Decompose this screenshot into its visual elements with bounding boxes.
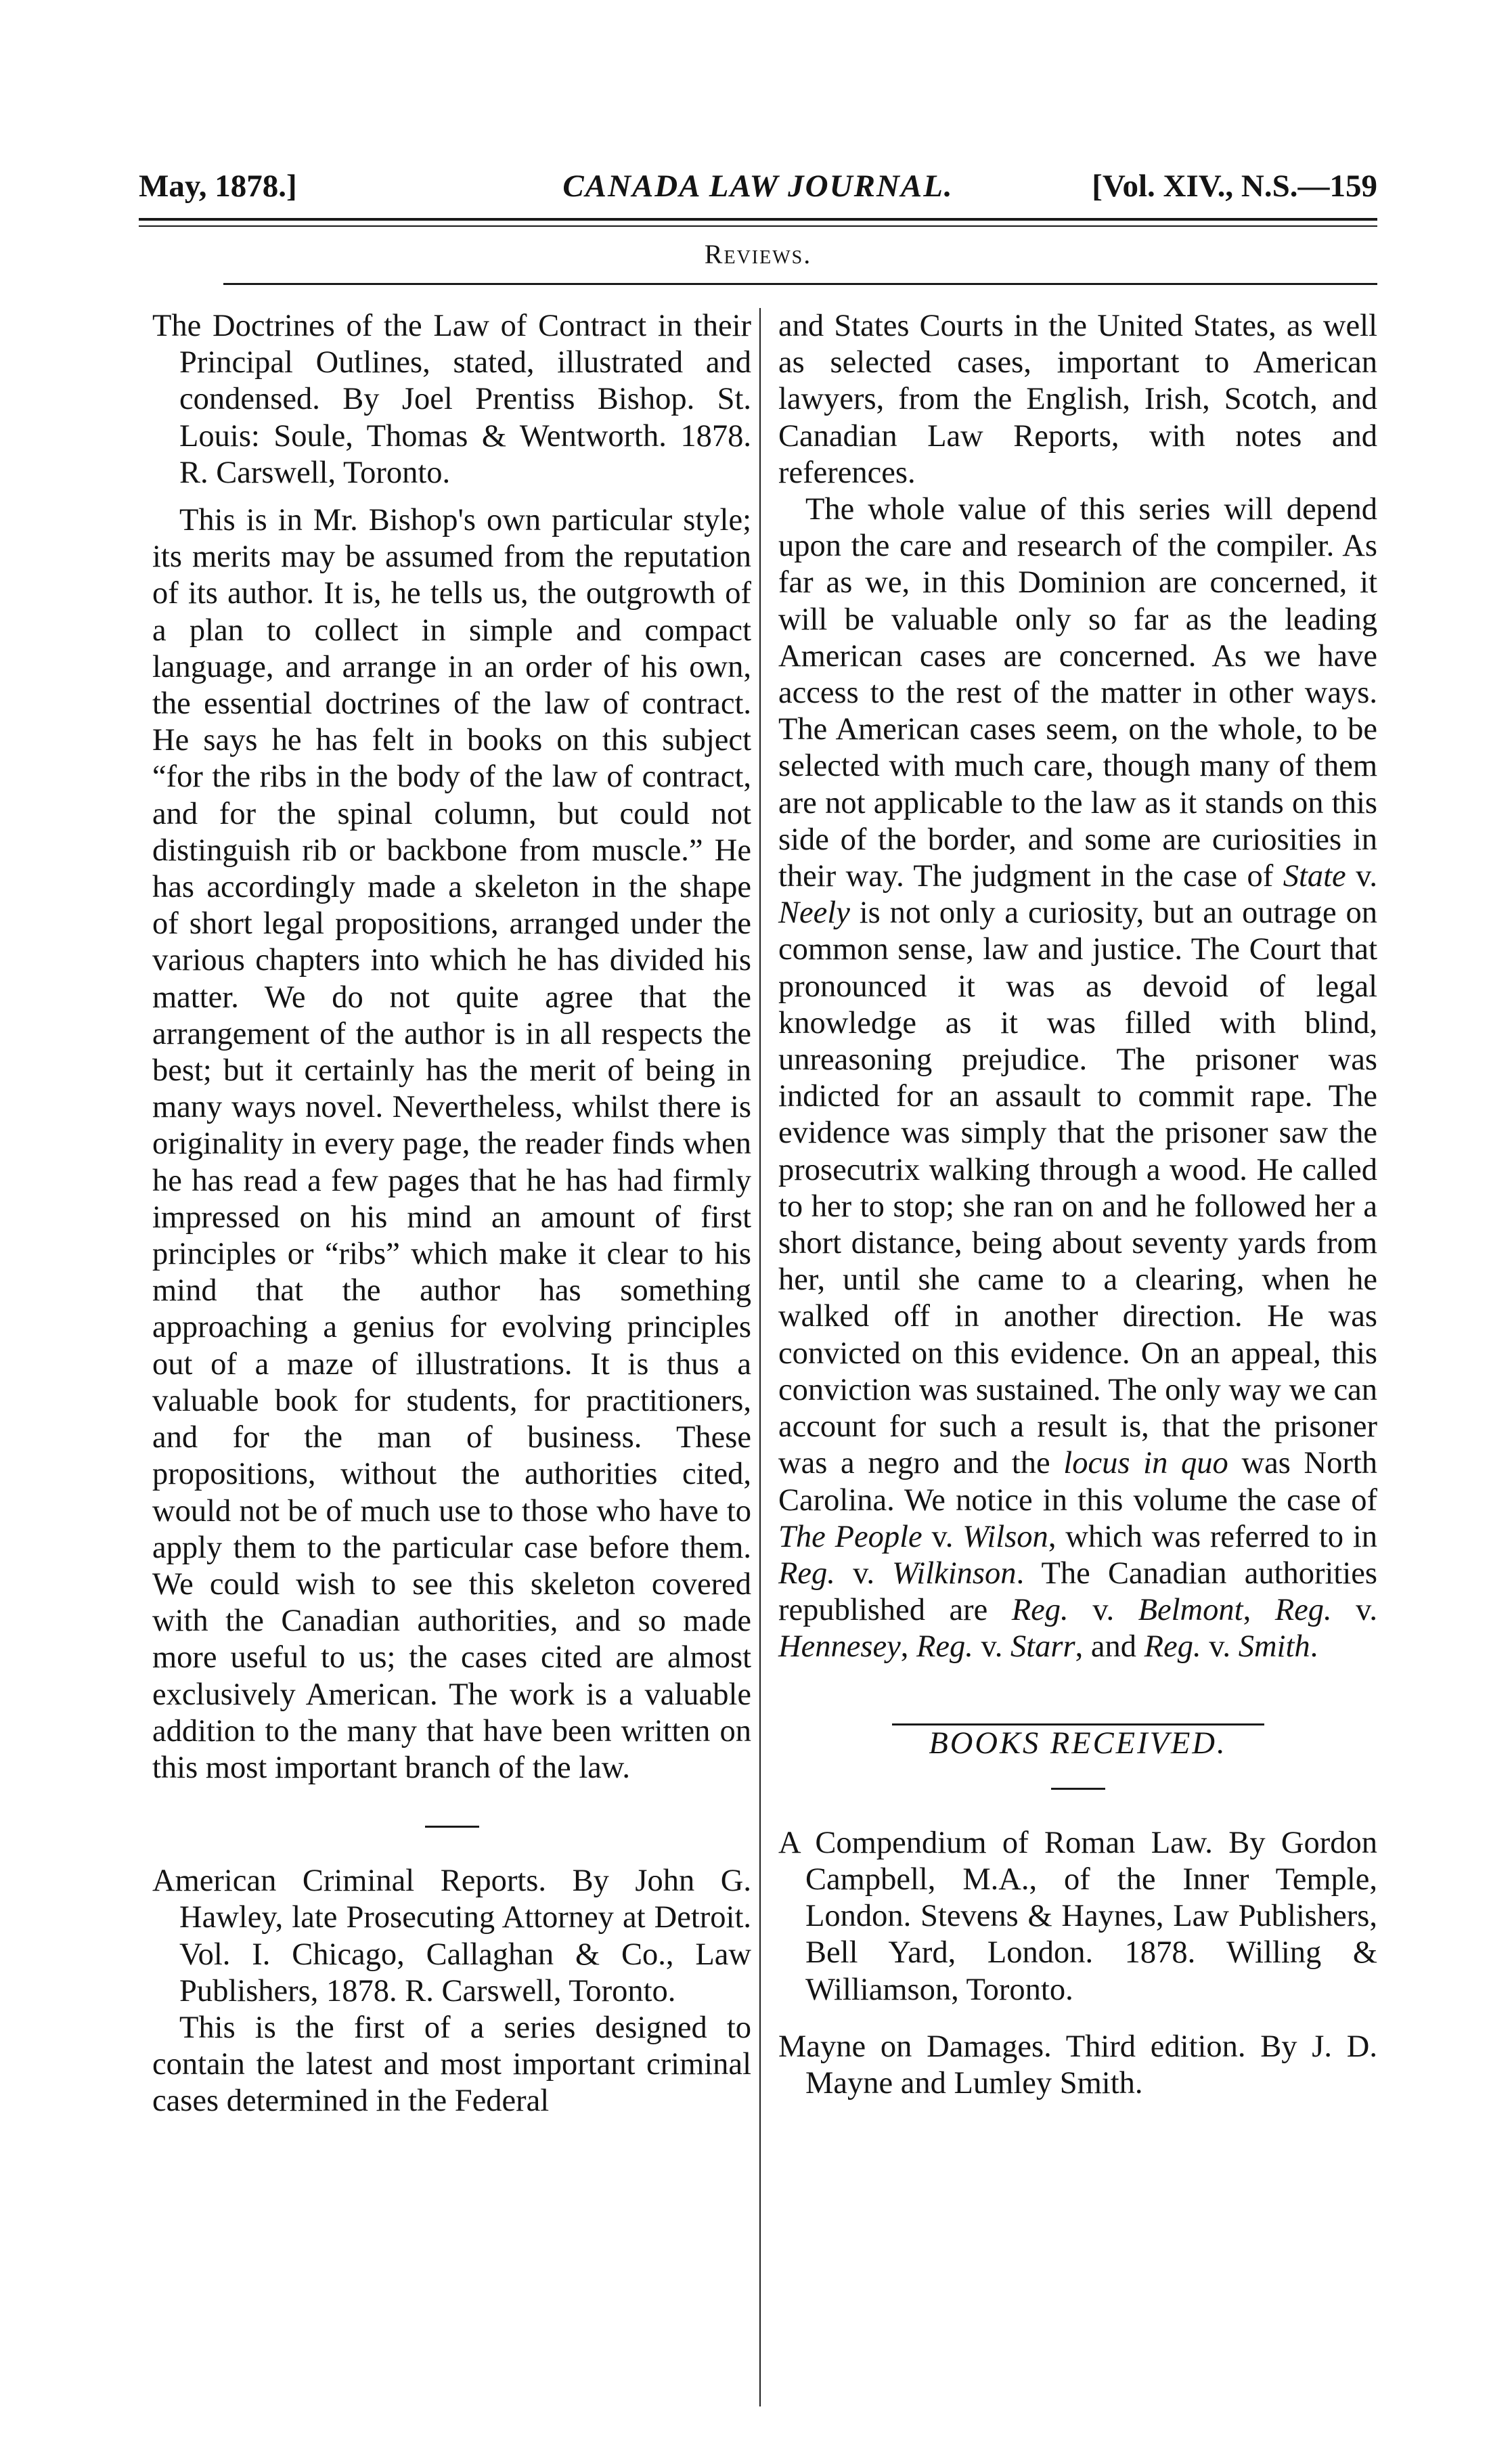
review-2-citation: American Criminal Reports. By John G. Hawley, late Prosecuting Attorney at Detroit. Vol. I. Chicago, Callaghan & Co., Law Publishers, 1878. R. Carswell, Toronto. (152, 1864, 751, 2008)
books-received-heading: BOOKS RECEIVED. (929, 1725, 1227, 1761)
right-column (778, 308, 1377, 2102)
review-2-body-continued: and States Courts in the United States, as well as selected cases, important to American lawyers, from the English, Irish, Scotch, and Canadian Law Reports, with notes and references. (778, 309, 1377, 490)
header-rule-thin (139, 225, 1377, 227)
review-2-paragraph-2: The whole value of this series will depend upon the care and research of the compiler. As far as we, in this Dominion are concerned, it will be valuable only so far as the leading American cases are concerned. As we have access to the rest of the matter in other ways. The American cases seem, on the whole, to be selected with much care, though many of them are not applicable to the law as it stands on this side of the border, and some are curiosities in their way. The judgment in the case of State v. Neely is not only a curiosity, but an outrage on common sense, law and justice. The Court that pronounced it was as devoid of legal knowledge as it was filled with blind, unreasoning prejudice. The prisoner was indicted for an assault to commit rape. The evidence was simply that the prisoner saw the prosecutrix walking through a wood. He called to her to stop; she ran on and he followed her a short distance, being about seventy yards from her, until she came to a clearing, when he walked off in another direction. He was convicted on this evidence. On an appeal, this conviction was sustained. The only way we can account for such a result is, that the prisoner was a negro and the locus in quo was North Carolina. We notice in this volume the case of The People v. Wilson, which was referred to in Reg. v. Wilkinson. The Canadian authorities republished are Reg. v. Belmont, Reg. v. Hennesey, Reg. v. Starr, and Reg. v. Smith. (778, 492, 1378, 1665)
book-entry-mayne-damages: Mayne on Damages. Third edition. By J. D. Mayne and Lumley Smith. (778, 2029, 1377, 2101)
left-column (152, 308, 751, 2120)
header-journal-title: CANADA LAW JOURNAL. (562, 169, 954, 204)
review-1-body: This is in Mr. Bishop's own particular style; its merits may be assumed from the reputation of its author. It is, he tells us, the outgrowth of a plan to collect in simple and compact language, and arrange in an order of his own, the essential doctrines of the law of contract. He says he has felt in books on this subject “for the ribs in the body of the law of contract, and for the spinal column, but could not distinguish rib or backbone from muscle.” He has accordingly made a skeleton in the shape of short legal propositions, arranged under the various chapters into which he has divided his matter. We do not quite agree that the arrangement of the author is in all respects the best; but it certainly has the merit of being in many ways novel. Nevertheless, whilst there is originality in every page, the reader finds when he has read a few pages that he has had firmly impressed on his mind an amount of first principles or “ribs” which make it clear to his mind that the author has something approaching a genius for evolving principles out of a maze of illustrations. It is thus a valuable book for students, for practitioners, and for the man of business. These propositions, without the authorities cited, would not be of much use to those who have to apply them to the particular case before them. We could wish to see this skeleton covered with the Canadian authorities, and so made more useful to us; the cases cited are almost exclusively American. The work is a valuable addition to the many that have been written on this most important branch of the law. (152, 503, 751, 1785)
header-date: May, 1878.] (139, 169, 297, 204)
running-header (139, 168, 1377, 215)
header-volume-page: [Vol. XIV., N.S.—159 (1092, 169, 1377, 204)
review-2-body-start: This is the first of a series designed to contain the latest and most important criminal cases determined in the Federal (152, 2010, 751, 2119)
section-rule (223, 283, 1377, 285)
column-divider (759, 308, 761, 2406)
review-1-citation: The Doctrines of the Law of Contract in their Principal Outlines, stated, illustrated and condensed. By Joel Prentiss Bishop. St. Louis: Soule, Thomas & Wentworth. 1878. R. Carswell, Toronto. (152, 309, 751, 490)
book-entry-roman-law: A Compendium of Roman Law. By Gordon Campbell, M.A., of the Inner Temple, London. Stevens & Haynes, Law Publishers, Bell Yard, London. 1878. Willing & Williamson, Toronto. (778, 1825, 1377, 2007)
review-separator (425, 1826, 479, 1828)
books-heading-rule (1051, 1788, 1105, 1790)
section-title: Reviews. (704, 239, 812, 269)
header-rule-thick (139, 218, 1377, 221)
